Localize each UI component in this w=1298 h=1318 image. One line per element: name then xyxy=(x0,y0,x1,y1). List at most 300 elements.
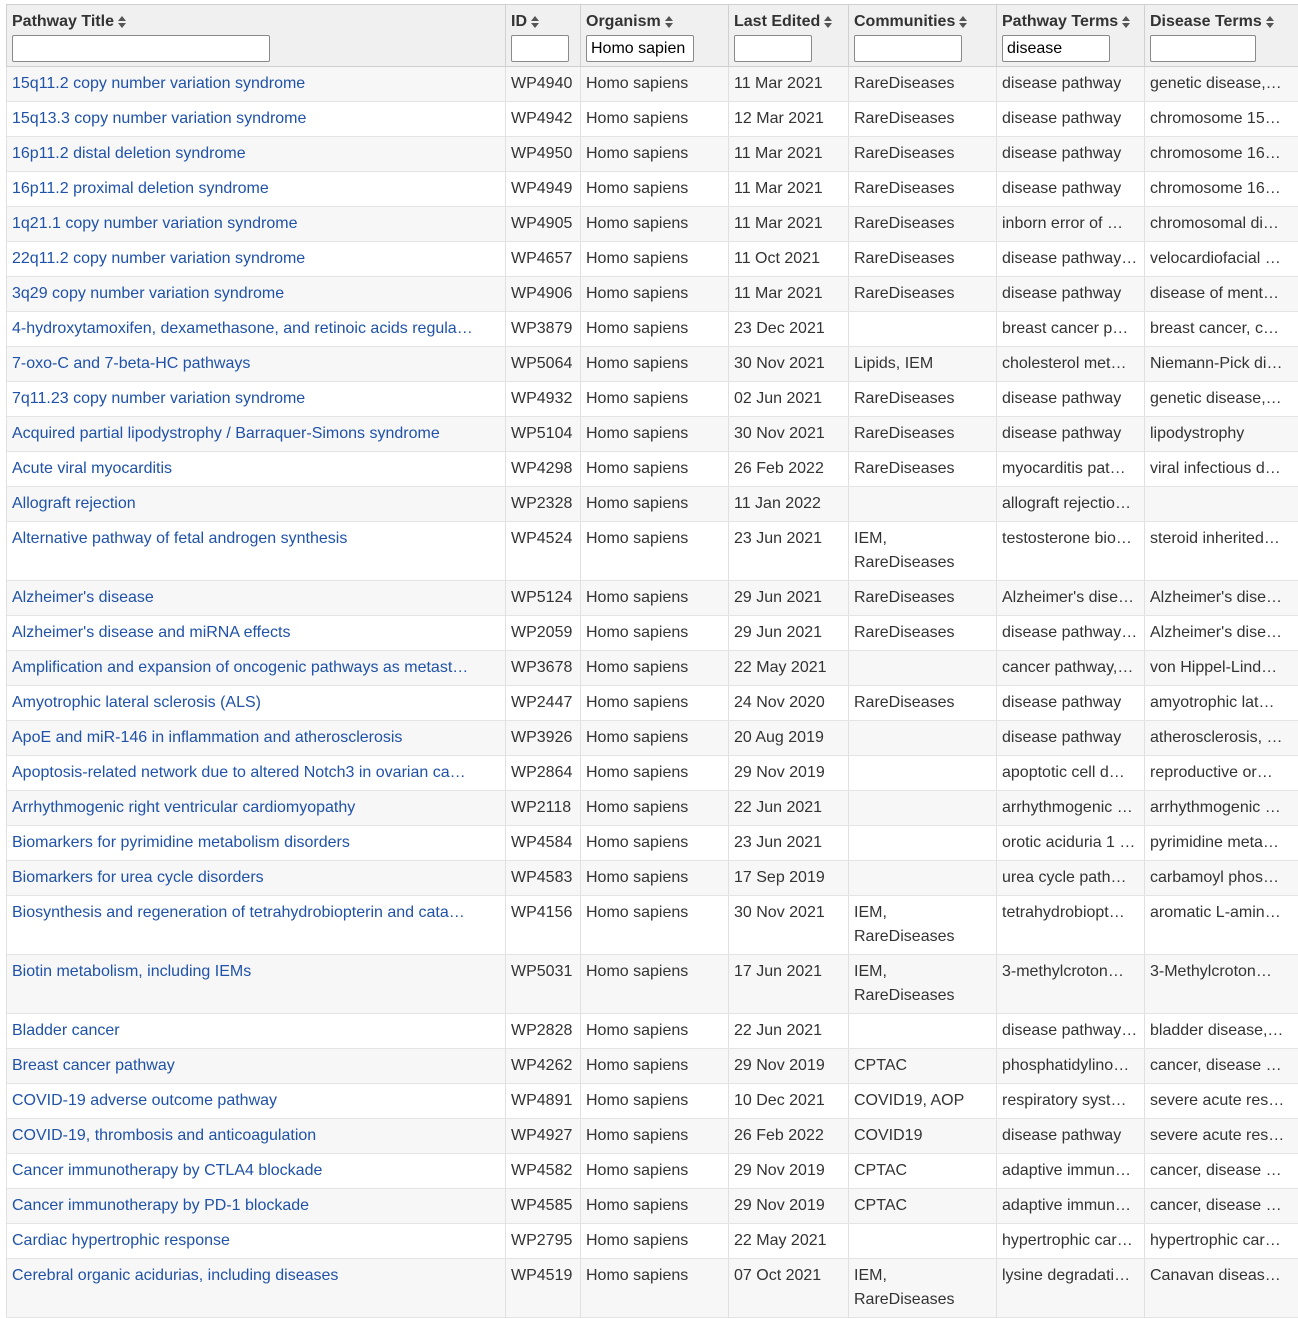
disease-terms-cell: cancer, disease … xyxy=(1145,1154,1298,1189)
id-cell: WP4584 xyxy=(506,826,581,861)
pathway-title-link[interactable]: Acquired partial lipodystrophy / Barraquer-Simons syndrome xyxy=(12,425,440,442)
communities-cell: RareDiseases xyxy=(849,616,997,651)
pathway-title-link[interactable]: 16p11.2 distal deletion syndrome xyxy=(12,145,246,162)
organism-cell: Homo sapiens xyxy=(581,1049,729,1084)
pathway-terms-cell: 3-methylcroton… xyxy=(997,955,1145,1014)
table-row[interactable] xyxy=(7,896,1298,955)
pathway-title-cell xyxy=(7,651,506,686)
last-edited-cell: 30 Nov 2021 xyxy=(729,896,849,955)
col-label[interactable]: Last Edited xyxy=(734,13,820,31)
pathway-title-link[interactable]: Biomarkers for urea cycle disorders xyxy=(12,869,264,886)
disease-terms-cell: reproductive or… xyxy=(1145,756,1298,791)
table-row[interactable] xyxy=(7,452,1298,487)
col-pathway-terms[interactable] xyxy=(997,5,1145,67)
pathway-title-link[interactable]: 7-oxo-C and 7-beta-HC pathways xyxy=(12,355,250,372)
sort-icon[interactable] xyxy=(665,16,673,28)
pathway-terms-cell: orotic aciduria 1 … xyxy=(997,826,1145,861)
table-row[interactable] xyxy=(7,1154,1298,1189)
filter-organism-input[interactable] xyxy=(586,35,694,62)
disease-terms-cell: genetic disease,… xyxy=(1145,67,1298,102)
id-cell: WP2447 xyxy=(506,686,581,721)
communities-cell xyxy=(849,721,997,756)
col-pathway-title[interactable] xyxy=(7,5,506,67)
organism-cell: Homo sapiens xyxy=(581,791,729,826)
organism-cell: Homo sapiens xyxy=(581,137,729,172)
pathway-title-link[interactable]: Cardiac hypertrophic response xyxy=(12,1232,230,1249)
id-cell: WP4524 xyxy=(506,522,581,581)
last-edited-cell: 11 Jan 2022 xyxy=(729,487,849,522)
table-row[interactable] xyxy=(7,756,1298,791)
table-row[interactable] xyxy=(7,277,1298,312)
id-cell: WP4927 xyxy=(506,1119,581,1154)
pathway-title-cell xyxy=(7,137,506,172)
id-cell: WP5064 xyxy=(506,347,581,382)
organism-cell: Homo sapiens xyxy=(581,651,729,686)
col-organism[interactable] xyxy=(581,5,729,67)
last-edited-cell: 23 Jun 2021 xyxy=(729,522,849,581)
disease-terms-cell: severe acute res… xyxy=(1145,1084,1298,1119)
communities-cell xyxy=(849,487,997,522)
id-cell: WP4932 xyxy=(506,382,581,417)
table-row[interactable] xyxy=(7,861,1298,896)
pathway-terms-cell: disease pathway xyxy=(997,67,1145,102)
id-cell: WP2328 xyxy=(506,487,581,522)
pathway-title-link[interactable]: 4-hydroxytamoxifen, dexamethasone, and retinoic acids regula… xyxy=(12,320,473,337)
communities-cell xyxy=(849,826,997,861)
id-cell: WP4262 xyxy=(506,1049,581,1084)
table-row[interactable] xyxy=(7,826,1298,861)
pathway-title-link[interactable]: ApoE and miR-146 in inflammation and atherosclerosis xyxy=(12,729,402,746)
table-row[interactable] xyxy=(7,207,1298,242)
pathway-terms-cell: cancer pathway,… xyxy=(997,651,1145,686)
organism-cell: Homo sapiens xyxy=(581,1119,729,1154)
table-row[interactable] xyxy=(7,242,1298,277)
communities-cell: RareDiseases xyxy=(849,137,997,172)
communities-cell: RareDiseases xyxy=(849,382,997,417)
id-cell: WP4942 xyxy=(506,102,581,137)
filter-pathway-terms-input[interactable] xyxy=(1002,35,1110,62)
id-cell: WP4156 xyxy=(506,896,581,955)
pathway-title-link[interactable]: 15q13.3 copy number variation syndrome xyxy=(12,110,306,127)
table-row[interactable] xyxy=(7,102,1298,137)
table-row[interactable] xyxy=(7,487,1298,522)
communities-cell: CPTAC xyxy=(849,1189,997,1224)
disease-terms-cell: Alzheimer's dise… xyxy=(1145,616,1298,651)
id-cell: WP4298 xyxy=(506,452,581,487)
last-edited-cell: 29 Nov 2019 xyxy=(729,1189,849,1224)
pathway-title-link[interactable]: COVID-19, thrombosis and anticoagulation xyxy=(12,1127,316,1144)
pathway-title-link[interactable]: 1q21.1 copy number variation syndrome xyxy=(12,215,298,232)
communities-cell: RareDiseases xyxy=(849,277,997,312)
organism-cell: Homo sapiens xyxy=(581,955,729,1014)
last-edited-cell: 29 Nov 2019 xyxy=(729,756,849,791)
pathway-title-cell xyxy=(7,1259,506,1318)
table-row[interactable] xyxy=(7,312,1298,347)
table-row[interactable] xyxy=(7,1259,1298,1318)
pathway-terms-cell: disease pathway xyxy=(997,417,1145,452)
disease-terms-cell: aromatic L-amin… xyxy=(1145,896,1298,955)
last-edited-cell: 26 Feb 2022 xyxy=(729,452,849,487)
pathway-terms-cell: disease pathway… xyxy=(997,616,1145,651)
pathway-title-cell xyxy=(7,791,506,826)
pathway-title-cell xyxy=(7,896,506,955)
pathway-title-cell xyxy=(7,1084,506,1119)
last-edited-cell: 07 Oct 2021 xyxy=(729,1259,849,1318)
last-edited-cell: 11 Mar 2021 xyxy=(729,137,849,172)
pathway-title-cell xyxy=(7,452,506,487)
communities-cell: IEM, RareDiseases xyxy=(849,522,997,581)
pathway-title-cell xyxy=(7,1224,506,1259)
filter-disease-terms-input[interactable] xyxy=(1150,35,1256,62)
pathway-title-link[interactable]: Apoptosis-related network due to altered Notch3 in ovarian ca… xyxy=(12,764,466,781)
pathway-title-cell xyxy=(7,417,506,452)
pathway-title-cell xyxy=(7,1189,506,1224)
pathway-terms-cell: disease pathway xyxy=(997,721,1145,756)
communities-cell: RareDiseases xyxy=(849,207,997,242)
id-cell: WP4940 xyxy=(506,67,581,102)
organism-cell: Homo sapiens xyxy=(581,826,729,861)
last-edited-cell: 22 May 2021 xyxy=(729,1224,849,1259)
id-cell: WP4582 xyxy=(506,1154,581,1189)
communities-cell: Lipids, IEM xyxy=(849,347,997,382)
table-row[interactable] xyxy=(7,522,1298,581)
disease-terms-cell: bladder disease,… xyxy=(1145,1014,1298,1049)
last-edited-cell: 23 Dec 2021 xyxy=(729,312,849,347)
pathway-title-cell xyxy=(7,1154,506,1189)
col-communities[interactable] xyxy=(849,5,997,67)
communities-cell: RareDiseases xyxy=(849,417,997,452)
disease-terms-cell: Alzheimer's dise… xyxy=(1145,581,1298,616)
table-row[interactable] xyxy=(7,651,1298,686)
pathway-terms-cell: urea cycle path… xyxy=(997,861,1145,896)
table-row[interactable] xyxy=(7,955,1298,1014)
last-edited-cell: 29 Nov 2019 xyxy=(729,1049,849,1084)
col-label[interactable]: Disease Terms xyxy=(1150,13,1262,31)
table-row[interactable] xyxy=(7,172,1298,207)
last-edited-cell: 26 Feb 2022 xyxy=(729,1119,849,1154)
organism-cell: Homo sapiens xyxy=(581,382,729,417)
pathway-terms-cell: phosphatidylino… xyxy=(997,1049,1145,1084)
organism-cell: Homo sapiens xyxy=(581,312,729,347)
organism-cell: Homo sapiens xyxy=(581,487,729,522)
disease-terms-cell: disease of ment… xyxy=(1145,277,1298,312)
organism-cell: Homo sapiens xyxy=(581,1259,729,1318)
last-edited-cell: 11 Mar 2021 xyxy=(729,277,849,312)
organism-cell: Homo sapiens xyxy=(581,616,729,651)
pathway-title-link[interactable]: Allograft rejection xyxy=(12,495,136,512)
pathway-title-cell xyxy=(7,686,506,721)
pathway-terms-cell: testosterone bio… xyxy=(997,522,1145,581)
pathway-title-link[interactable]: Alternative pathway of fetal androgen synthesis xyxy=(12,530,347,547)
id-cell: WP4906 xyxy=(506,277,581,312)
id-cell: WP4950 xyxy=(506,137,581,172)
organism-cell: Homo sapiens xyxy=(581,102,729,137)
disease-terms-cell: carbamoyl phos… xyxy=(1145,861,1298,896)
pathway-title-link[interactable]: Biomarkers for pyrimidine metabolism disorders xyxy=(12,834,350,851)
pathway-title-link[interactable]: Alzheimer's disease and miRNA effects xyxy=(12,624,290,641)
id-cell: WP4905 xyxy=(506,207,581,242)
pathway-title-link[interactable]: Amplification and expansion of oncogenic pathways as metast… xyxy=(12,659,468,676)
table-row[interactable] xyxy=(7,1014,1298,1049)
col-label[interactable]: Communities xyxy=(854,13,955,31)
disease-terms-cell: chromosome 16… xyxy=(1145,172,1298,207)
id-cell: WP5104 xyxy=(506,417,581,452)
table-row[interactable] xyxy=(7,137,1298,172)
pathway-title-link[interactable]: COVID-19 adverse outcome pathway xyxy=(12,1092,277,1109)
pathway-terms-cell: hypertrophic car… xyxy=(997,1224,1145,1259)
id-cell: WP5124 xyxy=(506,581,581,616)
pathway-title-link[interactable]: Bladder cancer xyxy=(12,1022,120,1039)
pathway-title-link[interactable]: Cerebral organic acidurias, including diseases xyxy=(12,1267,338,1284)
pathway-terms-cell: tetrahydrobiopt… xyxy=(997,896,1145,955)
communities-cell xyxy=(849,312,997,347)
last-edited-cell: 11 Mar 2021 xyxy=(729,172,849,207)
disease-terms-cell: viral infectious d… xyxy=(1145,452,1298,487)
communities-cell: RareDiseases xyxy=(849,102,997,137)
disease-terms-cell: genetic disease,… xyxy=(1145,382,1298,417)
id-cell: WP2059 xyxy=(506,616,581,651)
table-row[interactable] xyxy=(7,791,1298,826)
organism-cell: Homo sapiens xyxy=(581,452,729,487)
pathway-title-cell xyxy=(7,277,506,312)
pathway-title-link[interactable]: Acute viral myocarditis xyxy=(12,460,172,477)
header-row xyxy=(7,5,1298,67)
id-cell: WP4657 xyxy=(506,242,581,277)
disease-terms-cell: lipodystrophy xyxy=(1145,417,1298,452)
organism-cell: Homo sapiens xyxy=(581,417,729,452)
filter-id-input[interactable] xyxy=(511,35,569,62)
pathway-title-cell xyxy=(7,861,506,896)
pathway-terms-cell: disease pathway xyxy=(997,137,1145,172)
disease-terms-cell: cancer, disease … xyxy=(1145,1189,1298,1224)
communities-cell xyxy=(849,791,997,826)
pathway-terms-cell: disease pathway xyxy=(997,277,1145,312)
disease-terms-cell: amyotrophic lat… xyxy=(1145,686,1298,721)
communities-cell xyxy=(849,651,997,686)
last-edited-cell: 22 Jun 2021 xyxy=(729,791,849,826)
col-disease-terms[interactable] xyxy=(1145,5,1298,67)
col-label[interactable]: Organism xyxy=(586,13,661,31)
col-label[interactable]: Pathway Title xyxy=(12,13,114,31)
pathway-terms-cell: disease pathway xyxy=(997,172,1145,207)
pathway-terms-cell: myocarditis pat… xyxy=(997,452,1145,487)
table-row[interactable] xyxy=(7,1189,1298,1224)
pathway-title-cell xyxy=(7,756,506,791)
organism-cell: Homo sapiens xyxy=(581,721,729,756)
id-cell: WP4519 xyxy=(506,1259,581,1318)
pathway-title-link[interactable]: 3q29 copy number variation syndrome xyxy=(12,285,284,302)
last-edited-cell: 29 Nov 2019 xyxy=(729,1154,849,1189)
id-cell: WP2828 xyxy=(506,1014,581,1049)
pathway-terms-cell: disease pathway xyxy=(997,102,1145,137)
pathway-title-cell xyxy=(7,67,506,102)
pathway-terms-cell: allograft rejectio… xyxy=(997,487,1145,522)
disease-terms-cell: Canavan diseas… xyxy=(1145,1259,1298,1318)
last-edited-cell: 12 Mar 2021 xyxy=(729,102,849,137)
pathway-title-cell xyxy=(7,347,506,382)
communities-cell: CPTAC xyxy=(849,1154,997,1189)
pathway-title-link[interactable]: Cancer immunotherapy by CTLA4 blockade xyxy=(12,1162,322,1179)
table-row[interactable] xyxy=(7,721,1298,756)
disease-terms-cell: breast cancer, c… xyxy=(1145,312,1298,347)
communities-cell: RareDiseases xyxy=(849,686,997,721)
pathway-title-link[interactable]: 22q11.2 copy number variation syndrome xyxy=(12,250,305,267)
disease-terms-cell: severe acute res… xyxy=(1145,1119,1298,1154)
sort-icon[interactable] xyxy=(1122,16,1130,28)
communities-cell xyxy=(849,1224,997,1259)
pathway-title-cell xyxy=(7,312,506,347)
table-row[interactable] xyxy=(7,347,1298,382)
pathway-title-link[interactable]: Cancer immunotherapy by PD-1 blockade xyxy=(12,1197,309,1214)
table-row[interactable] xyxy=(7,581,1298,616)
pathway-terms-cell: breast cancer p… xyxy=(997,312,1145,347)
pathway-terms-cell: Alzheimer's dise… xyxy=(997,581,1145,616)
disease-terms-cell: chromosomal di… xyxy=(1145,207,1298,242)
organism-cell: Homo sapiens xyxy=(581,1154,729,1189)
communities-cell: RareDiseases xyxy=(849,67,997,102)
last-edited-cell: 23 Jun 2021 xyxy=(729,826,849,861)
last-edited-cell: 20 Aug 2019 xyxy=(729,721,849,756)
disease-terms-cell: steroid inherited… xyxy=(1145,522,1298,581)
pathway-title-cell xyxy=(7,1119,506,1154)
communities-cell: IEM, RareDiseases xyxy=(849,896,997,955)
sort-icon[interactable] xyxy=(531,16,539,28)
pathway-title-cell xyxy=(7,522,506,581)
sort-icon[interactable] xyxy=(118,16,126,28)
disease-terms-cell: cancer, disease … xyxy=(1145,1049,1298,1084)
id-cell: WP4585 xyxy=(506,1189,581,1224)
pathway-title-cell xyxy=(7,242,506,277)
pathway-title-cell xyxy=(7,207,506,242)
pathway-terms-cell: disease pathway xyxy=(997,686,1145,721)
table-row[interactable] xyxy=(7,1049,1298,1084)
communities-cell: COVID19 xyxy=(849,1119,997,1154)
last-edited-cell: 22 May 2021 xyxy=(729,651,849,686)
pathway-terms-cell: disease pathway xyxy=(997,1119,1145,1154)
disease-terms-cell: pyrimidine meta… xyxy=(1145,826,1298,861)
table-row[interactable] xyxy=(7,616,1298,651)
id-cell: WP2118 xyxy=(506,791,581,826)
last-edited-cell: 29 Jun 2021 xyxy=(729,581,849,616)
col-label[interactable]: ID xyxy=(511,13,527,31)
communities-cell xyxy=(849,1014,997,1049)
communities-cell xyxy=(849,861,997,896)
communities-cell: IEM, RareDiseases xyxy=(849,1259,997,1318)
table-row[interactable] xyxy=(7,1119,1298,1154)
organism-cell: Homo sapiens xyxy=(581,686,729,721)
pathway-terms-cell: adaptive immun… xyxy=(997,1189,1145,1224)
id-cell: WP3678 xyxy=(506,651,581,686)
id-cell: WP4583 xyxy=(506,861,581,896)
filter-pathway-title-input[interactable] xyxy=(12,35,270,62)
organism-cell: Homo sapiens xyxy=(581,756,729,791)
organism-cell: Homo sapiens xyxy=(581,522,729,581)
pathway-title-link[interactable]: 16p11.2 proximal deletion syndrome xyxy=(12,180,269,197)
table-row[interactable] xyxy=(7,1084,1298,1119)
pathway-title-cell xyxy=(7,826,506,861)
pathway-title-link[interactable]: 15q11.2 copy number variation syndrome xyxy=(12,75,305,92)
pathway-title-link[interactable]: Biotin metabolism, including IEMs xyxy=(12,963,251,980)
disease-terms-cell: hypertrophic car… xyxy=(1145,1224,1298,1259)
organism-cell: Homo sapiens xyxy=(581,861,729,896)
id-cell: WP3879 xyxy=(506,312,581,347)
pathway-title-cell xyxy=(7,1049,506,1084)
pathway-terms-cell: respiratory syst… xyxy=(997,1084,1145,1119)
organism-cell: Homo sapiens xyxy=(581,1014,729,1049)
last-edited-cell: 02 Jun 2021 xyxy=(729,382,849,417)
last-edited-cell: 24 Nov 2020 xyxy=(729,686,849,721)
col-label[interactable]: Pathway Terms xyxy=(1002,13,1118,31)
communities-cell: RareDiseases xyxy=(849,581,997,616)
organism-cell: Homo sapiens xyxy=(581,277,729,312)
last-edited-cell: 17 Sep 2019 xyxy=(729,861,849,896)
id-cell: WP4949 xyxy=(506,172,581,207)
last-edited-cell: 17 Jun 2021 xyxy=(729,955,849,1014)
table-row[interactable] xyxy=(7,1224,1298,1259)
table-row[interactable] xyxy=(7,417,1298,452)
col-last-edited[interactable] xyxy=(729,5,849,67)
communities-cell: COVID19, AOP xyxy=(849,1084,997,1119)
filter-last-edited-input[interactable] xyxy=(734,35,812,62)
pathway-terms-cell: lysine degradati… xyxy=(997,1259,1145,1318)
organism-cell: Homo sapiens xyxy=(581,207,729,242)
pathway-title-link[interactable]: Alzheimer's disease xyxy=(12,589,154,606)
table-row[interactable] xyxy=(7,67,1298,102)
id-cell: WP5031 xyxy=(506,955,581,1014)
sort-icon[interactable] xyxy=(824,16,832,28)
organism-cell: Homo sapiens xyxy=(581,1189,729,1224)
organism-cell: Homo sapiens xyxy=(581,347,729,382)
last-edited-cell: 11 Mar 2021 xyxy=(729,67,849,102)
pathway-terms-cell: apoptotic cell d… xyxy=(997,756,1145,791)
pathway-title-link[interactable]: Biosynthesis and regeneration of tetrahydrobiopterin and cata… xyxy=(12,904,465,921)
disease-terms-cell: atherosclerosis, … xyxy=(1145,721,1298,756)
id-cell: WP4891 xyxy=(506,1084,581,1119)
communities-cell: RareDiseases xyxy=(849,172,997,207)
pathway-title-link[interactable]: Breast cancer pathway xyxy=(12,1057,175,1074)
pathway-title-cell xyxy=(7,487,506,522)
organism-cell: Homo sapiens xyxy=(581,581,729,616)
organism-cell: Homo sapiens xyxy=(581,172,729,207)
pathway-terms-cell: disease pathway… xyxy=(997,1014,1145,1049)
organism-cell: Homo sapiens xyxy=(581,896,729,955)
pathway-terms-cell: disease pathway… xyxy=(997,242,1145,277)
filter-communities-input[interactable] xyxy=(854,35,962,62)
table-row[interactable] xyxy=(7,686,1298,721)
id-cell: WP3926 xyxy=(506,721,581,756)
last-edited-cell: 10 Dec 2021 xyxy=(729,1084,849,1119)
pathway-title-cell xyxy=(7,1014,506,1049)
communities-cell: RareDiseases xyxy=(849,452,997,487)
sort-icon[interactable] xyxy=(1266,16,1274,28)
last-edited-cell: 29 Jun 2021 xyxy=(729,616,849,651)
pathway-table xyxy=(6,4,1298,1318)
disease-terms-cell: Niemann-Pick di… xyxy=(1145,347,1298,382)
disease-terms-cell: chromosome 15… xyxy=(1145,102,1298,137)
organism-cell: Homo sapiens xyxy=(581,242,729,277)
table-row[interactable] xyxy=(7,382,1298,417)
pathway-terms-cell: inborn error of … xyxy=(997,207,1145,242)
communities-cell: RareDiseases xyxy=(849,242,997,277)
pathway-title-link[interactable]: Amyotrophic lateral sclerosis (ALS) xyxy=(12,694,261,711)
pathway-title-cell xyxy=(7,102,506,137)
pathway-title-link[interactable]: Arrhythmogenic right ventricular cardiomyopathy xyxy=(12,799,355,816)
pathway-title-link[interactable]: 7q11.23 copy number variation syndrome xyxy=(12,390,305,407)
disease-terms-cell: velocardiofacial … xyxy=(1145,242,1298,277)
pathway-terms-cell: disease pathway xyxy=(997,382,1145,417)
sort-icon[interactable] xyxy=(959,16,967,28)
col-id[interactable] xyxy=(506,5,581,67)
